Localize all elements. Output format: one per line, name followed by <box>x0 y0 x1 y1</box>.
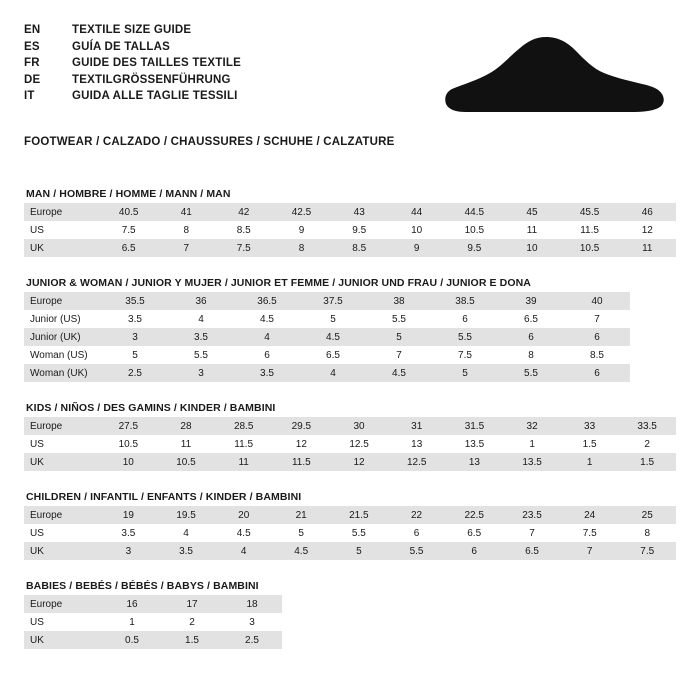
size-cell: 2 <box>618 435 676 453</box>
size-cell: 1 <box>102 613 162 631</box>
row-label: Europe <box>24 506 100 524</box>
table-row <box>24 542 676 560</box>
size-cell: 20 <box>215 506 272 524</box>
size-cell: 1.5 <box>162 631 222 649</box>
table-row <box>24 239 676 257</box>
size-cell: 9.5 <box>330 221 388 239</box>
size-cell: 10.5 <box>157 453 215 471</box>
language-row <box>24 57 241 74</box>
language-code: FR <box>24 57 40 69</box>
size-cell: 19.5 <box>157 506 215 524</box>
row-label: UK <box>24 239 100 257</box>
size-cell: 23.5 <box>503 506 561 524</box>
row-label: Junior (US) <box>24 310 102 328</box>
size-cell: 8.5 <box>215 221 273 239</box>
size-cell: 11.5 <box>215 435 273 453</box>
size-cell: 12.5 <box>330 435 388 453</box>
size-cell: 39 <box>498 292 564 310</box>
size-cell: 12 <box>330 453 388 471</box>
table-row <box>24 292 630 310</box>
row-label: US <box>24 524 100 542</box>
language-title: TEXTILGRÖSSENFÜHRUNG <box>72 73 231 86</box>
table-row <box>24 203 676 221</box>
size-cell: 3 <box>222 613 282 631</box>
size-cell: 11.5 <box>273 453 331 471</box>
size-cell: 42.5 <box>273 203 331 221</box>
size-cell: 3.5 <box>100 524 157 542</box>
size-cell: 13 <box>446 453 504 471</box>
row-label: Woman (UK) <box>24 364 102 382</box>
size-cell: 5.5 <box>366 310 432 328</box>
section-title: KIDS / NIÑOS / DES GAMINS / KINDER / BAMBINI <box>26 402 276 414</box>
size-cell: 8 <box>158 221 215 239</box>
section-title: MAN / HOMBRE / HOMME / MANN / MAN <box>26 188 231 200</box>
table-row <box>24 346 630 364</box>
language-row <box>24 24 241 41</box>
size-cell: 6.5 <box>445 524 503 542</box>
size-cell: 18 <box>222 595 282 613</box>
size-cell: 12 <box>273 435 331 453</box>
size-cell: 11.5 <box>561 221 619 239</box>
size-cell: 1.5 <box>618 453 676 471</box>
size-table <box>24 203 676 257</box>
size-cell: 25 <box>618 506 676 524</box>
page-header <box>24 24 676 124</box>
size-table <box>24 292 630 382</box>
size-cell: 13.5 <box>446 435 504 453</box>
size-cell: 4 <box>215 542 272 560</box>
language-title: GUIDA ALLE TAGLIE TESSILI <box>72 90 238 102</box>
size-cell: 16 <box>102 595 162 613</box>
size-table <box>24 506 676 560</box>
language-code: IT <box>24 90 35 102</box>
size-cell: 45.5 <box>561 203 619 221</box>
size-cell: 6.5 <box>300 346 366 364</box>
size-cell: 12.5 <box>388 453 446 471</box>
size-cell: 8 <box>498 346 564 364</box>
size-cell: 44 <box>388 203 445 221</box>
size-cell: 5 <box>300 310 366 328</box>
size-cell: 40.5 <box>100 203 158 221</box>
size-cell: 17 <box>162 595 222 613</box>
size-section <box>24 277 676 382</box>
size-cell: 4 <box>234 328 300 346</box>
size-cell: 9 <box>273 221 331 239</box>
row-label: UK <box>24 542 100 560</box>
size-cell: 7 <box>561 542 618 560</box>
size-cell: 5 <box>330 542 388 560</box>
size-cell: 7.5 <box>215 239 273 257</box>
size-cell: 32 <box>503 417 561 435</box>
size-section <box>24 491 676 560</box>
size-cell: 3.5 <box>102 310 168 328</box>
size-cell: 3 <box>168 364 234 382</box>
size-cell: 4 <box>157 524 215 542</box>
size-cell: 7 <box>503 524 561 542</box>
row-label: Woman (US) <box>24 346 102 364</box>
size-cell: 7.5 <box>432 346 498 364</box>
language-row <box>24 90 241 107</box>
size-cell: 8.5 <box>564 346 630 364</box>
table-row <box>24 613 282 631</box>
size-cell: 9 <box>388 239 445 257</box>
size-cell: 7 <box>564 310 630 328</box>
size-cell: 37.5 <box>300 292 366 310</box>
table-row <box>24 435 676 453</box>
size-cell: 45 <box>503 203 560 221</box>
size-cell: 33.5 <box>618 417 676 435</box>
row-label: Europe <box>24 595 102 613</box>
row-label: Europe <box>24 292 102 310</box>
size-section <box>24 580 676 649</box>
size-cell: 2.5 <box>222 631 282 649</box>
size-cell: 7 <box>158 239 215 257</box>
size-cell: 5.5 <box>330 524 388 542</box>
size-cell: 10.5 <box>99 435 157 453</box>
size-cell: 5.5 <box>168 346 234 364</box>
table-row <box>24 417 676 435</box>
size-cell: 3.5 <box>168 328 234 346</box>
table-row <box>24 631 282 649</box>
size-cell: 19 <box>100 506 157 524</box>
section-title: CHILDREN / INFANTIL / ENFANTS / KINDER / BAMBINI <box>26 491 302 503</box>
size-cell: 12 <box>619 221 676 239</box>
size-cell: 46 <box>619 203 676 221</box>
size-cell: 4 <box>300 364 366 382</box>
size-section <box>24 402 676 471</box>
size-cell: 31.5 <box>446 417 504 435</box>
size-cell: 28.5 <box>215 417 273 435</box>
table-row <box>24 364 630 382</box>
table-row <box>24 506 676 524</box>
size-cell: 3.5 <box>157 542 215 560</box>
size-cell: 5.5 <box>388 542 445 560</box>
size-cell: 11 <box>215 453 273 471</box>
section-title: BABIES / BEBÉS / BÉBÉS / BABYS / BAMBINI <box>26 580 259 592</box>
size-cell: 44.5 <box>445 203 503 221</box>
language-row <box>24 41 241 58</box>
language-row <box>24 74 241 91</box>
row-label: US <box>24 613 102 631</box>
size-cell: 6.5 <box>498 310 564 328</box>
size-cell: 41 <box>158 203 215 221</box>
size-cell: 6 <box>498 328 564 346</box>
size-cell: 6 <box>564 328 630 346</box>
size-cell: 3 <box>100 542 157 560</box>
size-cell: 9.5 <box>445 239 503 257</box>
size-cell: 5.5 <box>498 364 564 382</box>
table-row <box>24 310 630 328</box>
section-title: JUNIOR & WOMAN / JUNIOR Y MUJER / JUNIOR ET FEMME / JUNIOR UND FRAU / JUNIOR E DONA <box>26 277 531 289</box>
size-cell: 10.5 <box>445 221 503 239</box>
language-title: TEXTILE SIZE GUIDE <box>72 24 192 36</box>
size-cell: 11 <box>503 221 560 239</box>
size-cell: 4.5 <box>234 310 300 328</box>
size-cell: 40 <box>564 292 630 310</box>
size-cell: 10 <box>99 453 157 471</box>
size-cell: 6.5 <box>503 542 561 560</box>
size-table <box>24 595 282 649</box>
row-label: UK <box>24 453 99 471</box>
size-cell: 5 <box>272 524 329 542</box>
size-cell: 4 <box>168 310 234 328</box>
size-cell: 4.5 <box>272 542 329 560</box>
size-cell: 8 <box>273 239 331 257</box>
size-cell: 4.5 <box>300 328 366 346</box>
size-cell: 5 <box>432 364 498 382</box>
table-row <box>24 453 676 471</box>
size-cell: 36.5 <box>234 292 300 310</box>
size-cell: 10 <box>503 239 560 257</box>
size-cell: 5 <box>366 328 432 346</box>
size-cell: 8 <box>618 524 676 542</box>
category-title: FOOTWEAR / CALZADO / CHAUSSURES / SCHUHE / CALZATURE <box>24 136 395 148</box>
size-cell: 30 <box>330 417 388 435</box>
sections-container <box>24 188 676 649</box>
language-code: DE <box>24 73 41 86</box>
table-row <box>24 524 676 542</box>
row-label: US <box>24 221 100 239</box>
size-cell: 7.5 <box>100 221 158 239</box>
size-cell: 22 <box>388 506 445 524</box>
table-row <box>24 221 676 239</box>
size-cell: 2.5 <box>102 364 168 382</box>
size-cell: 6 <box>234 346 300 364</box>
size-cell: 35.5 <box>102 292 168 310</box>
table-row <box>24 595 282 613</box>
size-cell: 10 <box>388 221 445 239</box>
row-label: Europe <box>24 203 100 221</box>
size-cell: 1.5 <box>561 435 618 453</box>
size-cell: 2 <box>162 613 222 631</box>
size-cell: 21 <box>272 506 329 524</box>
row-label: US <box>24 435 99 453</box>
size-cell: 7.5 <box>618 542 676 560</box>
size-cell: 4.5 <box>215 524 272 542</box>
dress-shoe-icon <box>438 32 668 118</box>
size-table <box>24 417 676 471</box>
size-cell: 29.5 <box>273 417 331 435</box>
size-cell: 7.5 <box>561 524 618 542</box>
size-cell: 6 <box>432 310 498 328</box>
size-cell: 42 <box>215 203 273 221</box>
size-cell: 6.5 <box>100 239 158 257</box>
size-cell: 0.5 <box>102 631 162 649</box>
size-cell: 3 <box>102 328 168 346</box>
size-cell: 8.5 <box>330 239 388 257</box>
table-row <box>24 328 630 346</box>
size-cell: 21.5 <box>330 506 388 524</box>
size-cell: 13.5 <box>503 453 561 471</box>
size-cell: 43 <box>330 203 388 221</box>
size-cell: 4.5 <box>366 364 432 382</box>
size-cell: 1 <box>503 435 561 453</box>
row-label: UK <box>24 631 102 649</box>
size-cell: 38 <box>366 292 432 310</box>
size-cell: 7 <box>366 346 432 364</box>
size-cell: 6 <box>564 364 630 382</box>
size-cell: 36 <box>168 292 234 310</box>
size-cell: 27.5 <box>99 417 157 435</box>
size-cell: 31 <box>388 417 446 435</box>
size-cell: 6 <box>388 524 445 542</box>
size-cell: 1 <box>561 453 618 471</box>
language-code: EN <box>24 24 41 36</box>
size-cell: 22.5 <box>445 506 503 524</box>
size-cell: 3.5 <box>234 364 300 382</box>
size-cell: 11 <box>157 435 215 453</box>
size-cell: 13 <box>388 435 446 453</box>
size-cell: 5.5 <box>432 328 498 346</box>
size-cell: 5 <box>102 346 168 364</box>
language-code: ES <box>24 40 40 53</box>
size-cell: 11 <box>619 239 676 257</box>
size-cell: 38.5 <box>432 292 498 310</box>
language-list <box>24 24 241 107</box>
row-label: Europe <box>24 417 99 435</box>
size-cell: 10.5 <box>561 239 619 257</box>
size-cell: 28 <box>157 417 215 435</box>
language-title: GUÍA DE TALLAS <box>72 40 170 53</box>
size-section <box>24 188 676 257</box>
language-title: GUIDE DES TAILLES TEXTILE <box>72 57 241 69</box>
size-cell: 24 <box>561 506 618 524</box>
row-label: Junior (UK) <box>24 328 102 346</box>
size-cell: 33 <box>561 417 618 435</box>
size-cell: 6 <box>445 542 503 560</box>
